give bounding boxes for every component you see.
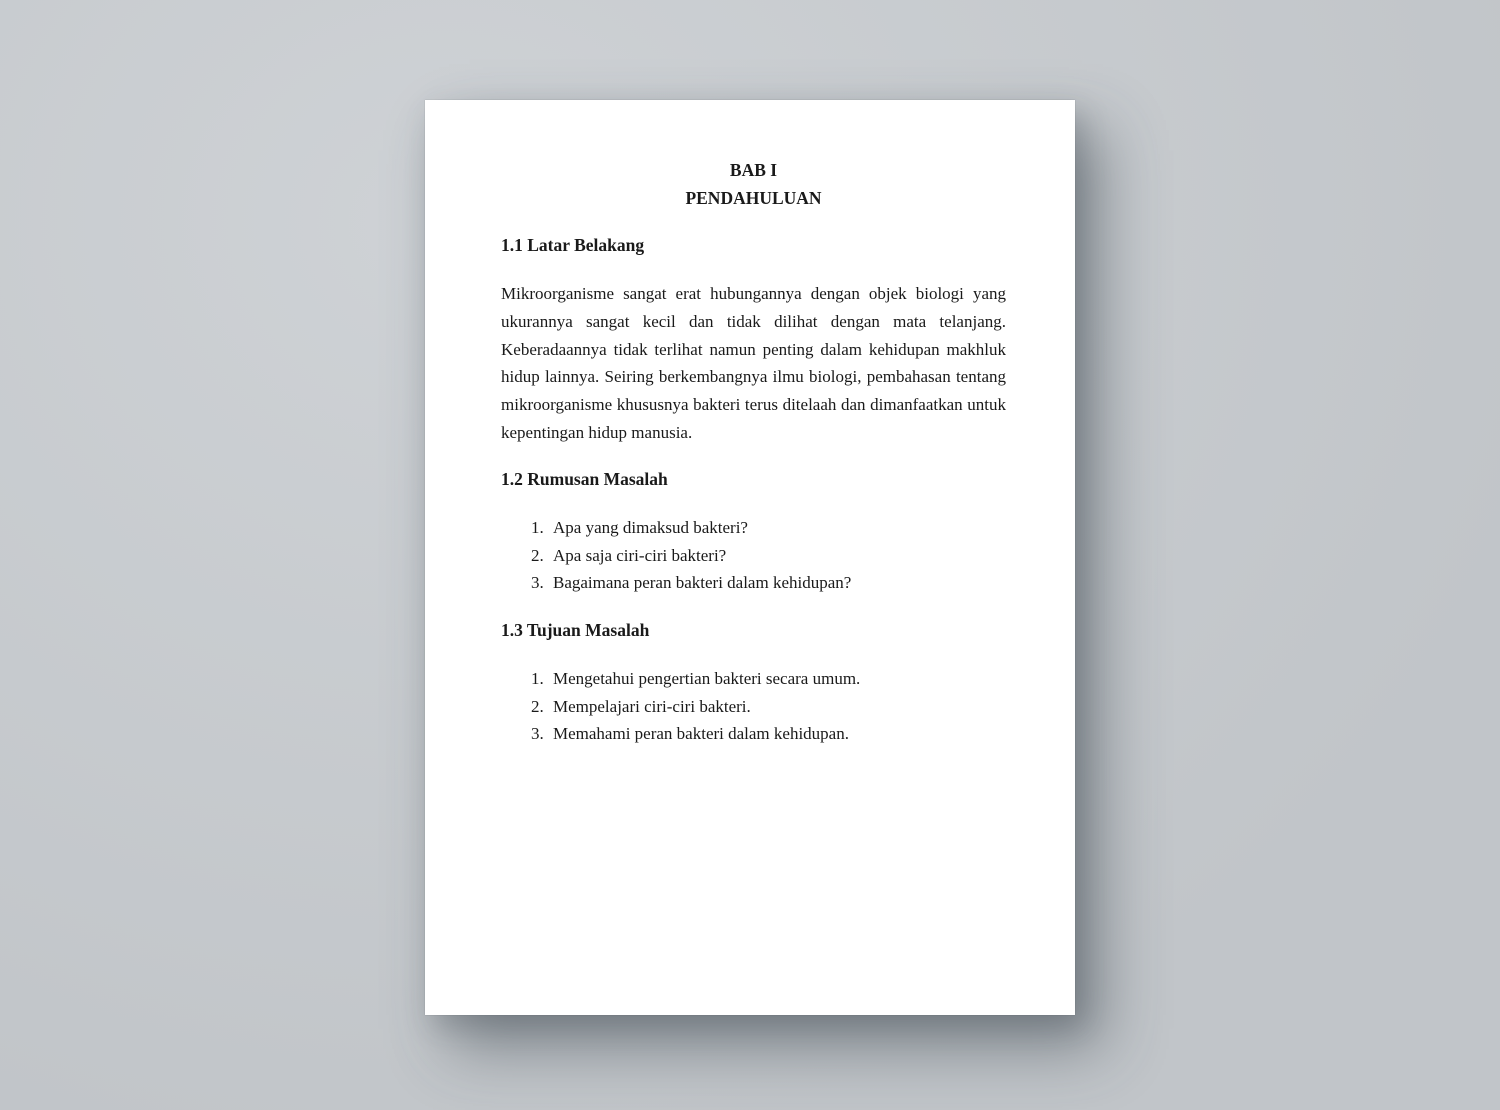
paragraph-latar-belakang: Mikroorganisme sangat erat hubungannya dengan objek biologi yang ukurannya sangat kecil dan tidak dilihat dengan mata telanjang. Keberadaannya tidak terlihat namun penting dalam kehidupan makhluk hidup lainnya. Seiring berkembangnya ilmu biologi, pembahasan tentang mikroorganisme khususnya bakteri terus ditelaah dan dimanfaatkan untuk kepentingan hidup manusia. (501, 284, 1006, 442)
list-item: 2. Mempelajari ciri-ciri bakteri. (548, 693, 1006, 721)
list-item: 1. Mengetahui pengertian bakteri secara umum. (548, 665, 1006, 693)
document-page (425, 100, 1075, 1015)
list-item: 3. Memahami peran bakteri dalam kehidupan. (548, 720, 1006, 748)
rumusan-masalah-list (501, 514, 1006, 597)
list-item: 2. Apa saja ciri-ciri bakteri? (548, 542, 1006, 570)
section-heading-latar-belakang: 1.1 Latar Belakang (501, 235, 645, 256)
tujuan-masalah-list (501, 665, 1006, 748)
section-heading-rumusan-masalah: 1.2 Rumusan Masalah (501, 469, 668, 490)
list-item: 1. Apa yang dimaksud bakteri? (548, 514, 1006, 542)
chapter-heading (501, 157, 1006, 212)
section-heading-tujuan-masalah: 1.3 Tujuan Masalah (501, 620, 650, 641)
chapter-name: PENDAHULUAN (685, 187, 822, 208)
list-item: 3. Bagaimana peran bakteri dalam kehidupan? (548, 569, 1006, 597)
chapter-number: BAB I (729, 160, 778, 180)
